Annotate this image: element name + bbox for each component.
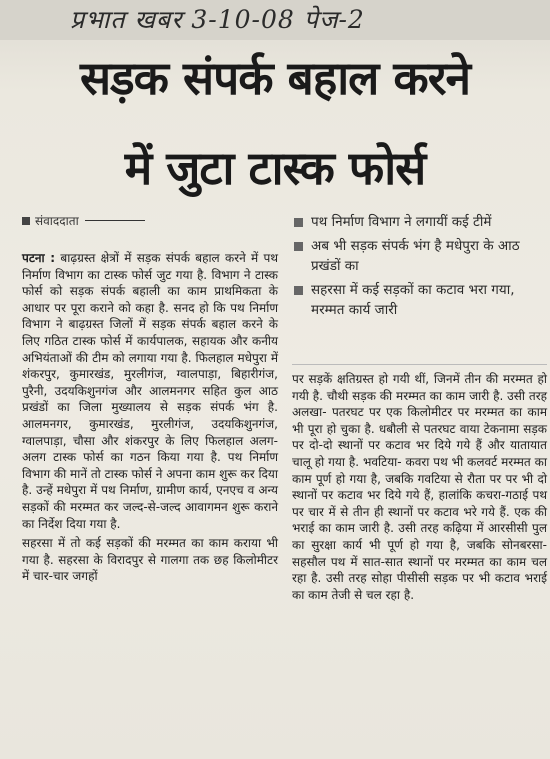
highlights-box <box>292 212 547 324</box>
highlight-item <box>292 212 547 232</box>
paragraph-text: बाढ़ग्रस्त क्षेत्रों में सड़क संपर्क बहाल करने में पथ निर्माण विभाग का टास्क फोर्स जुट गया है. विभाग ने टास्क फोर्स को सड़क संपर्क बहाली का काम प्राथमिकता के आधार पर पूरा कराने को कहा है. सनद हो कि पथ निर्माण विभाग ने बाढ़ग्रस्त जिलों में सड़क संपर्क बहाल करने के लिए गठित टास्क फोर्स में कार्यपालक, सहायक और कनीय अभियंताओं की टीम को लगाया गया है. फिलहाल मधेपुरा में शंकरपुर, कुमारखंड, मुरलीगंज, ग्वालपाड़ा, बिहारीगंज, पुरैनी, उदयकिशुनगंज और आलमनगर सहित कुल आठ प्रखंडों का जिला मुख्यालय से सड़क संपर्क भंग है. आलमनगर, कुमारखंड, मुरलीगंज, उदयकिशुनगंज, ग्वालपाड़ा, चौसा और शंकरपुर के लिए फिलहाल अलग-अलग टास्क फोर्स का गठन किया गया है. पथ निर्माण विभाग की मानें तो टास्क फोर्स ने अपना काम शुरू कर दिया है. उन्हें मधेपुरा में पथ निर्माण, ग्रामीण कार्य, एनएच व अन्य सड़कों की मरम्मत कर जल्द-से-जल्द आवागमन शुरू कराने का निर्देश दिया गया है. <box>22 251 279 531</box>
paragraph-text: सहरसा में तो कई सड़कों की मरम्मत का काम कराया भी गया है. सहरसा के विरादपुर से गालगा तक छह किलोमीटर में चार-चार जगहों <box>22 536 278 584</box>
highlight-item <box>292 280 547 320</box>
byline-text: संवाददाता <box>35 214 79 228</box>
article-paragraph <box>22 250 278 532</box>
highlight-text: अब भी सड़क संपर्क भंग है मधेपुरा के आठ प्रखंडों का <box>311 238 520 274</box>
dateline: पटना : <box>22 251 56 265</box>
byline-rule <box>85 220 145 221</box>
headline-line-2: में जुटा टास्क फोर्स <box>124 141 426 195</box>
article-paragraph <box>292 371 547 603</box>
article-column-right <box>292 371 547 606</box>
highlight-text: पथ निर्माण विभाग ने लगायीं कई टीमें <box>311 214 492 230</box>
square-bullet-icon <box>294 242 303 251</box>
highlight-item <box>292 236 547 276</box>
square-bullet-icon <box>22 217 30 225</box>
highlights-divider <box>292 364 547 365</box>
headline-line-1: सड़क संपर्क बहाल करने <box>79 51 471 105</box>
square-bullet-icon <box>294 286 303 295</box>
article-column-left <box>22 250 278 588</box>
paragraph-text: पर सड़कें क्षतिग्रस्त हो गयी थीं, जिनमें तीन की मरम्मत हो गयी है. चौथी सड़क की मरम्मत का काम जारी है. उसी तरह अलखा- पतरघट पर एक किलोमीटर पर मरम्मत का काम भी पूरा हो चुका है. धबौली से पतरघट वाया टेकनामा सड़क पर दो-दो स्थानों पर कटाव भर दिये गये हैं और यातायात चालू हो गया है. भवटिया- कवरा पथ भी कलवर्ट मरम्मत का काम पूर्ण हो गया है, जबकि गवटिया से रौता पर पर भी दो स्थानों पर कटाव भर दिये गये हैं, हालांकि कचरा-गठाई पथ पर चार में से तीन ही स्थानों पर कटाव भरे गये हैं. एक की भराई का काम जारी है. उसी तरह कढ़िया में आरसीसी पुल का सुरक्षा कार्य भी पूर्ण हो गया है, जबकि सोनबरसा- सहसौल पथ में सात-सात स्थानों पर मरम्मत का काम चल रहा है. उसी तरह सोहा पीसीसी सड़क पर भी कटाव भराई का काम तेजी से चल रहा है. <box>292 372 547 602</box>
square-bullet-icon <box>294 218 303 227</box>
byline <box>22 212 145 229</box>
article-paragraph <box>22 535 278 585</box>
handwritten-source-note: प्रभात खबर 3-10-08 पेज-2 <box>70 5 365 34</box>
highlight-text: सहरसा में कई सड़कों का कटाव भरा गया, मरम्मत कार्य जारी <box>311 282 515 318</box>
